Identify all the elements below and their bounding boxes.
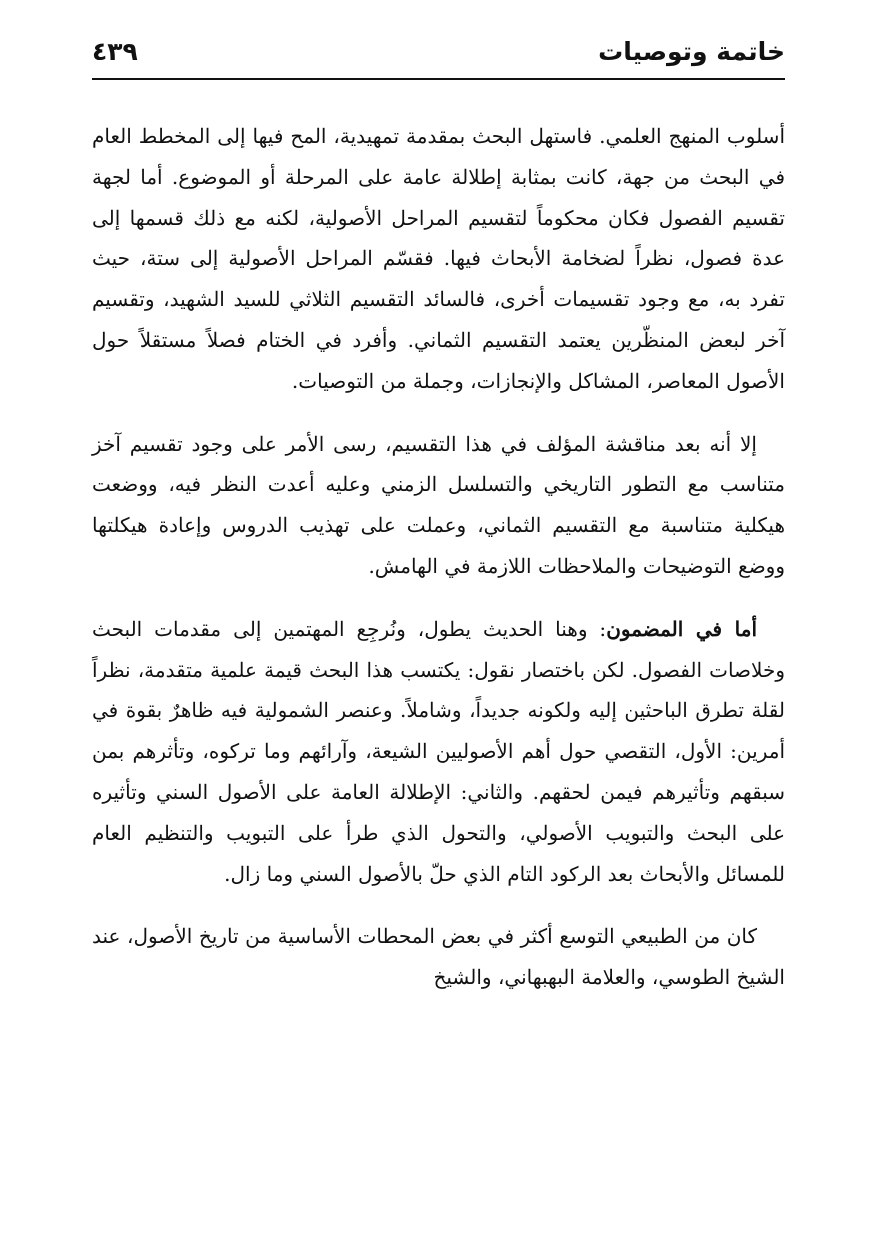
paragraph-4: [92, 916, 785, 998]
page-number: ٤٣٩: [92, 36, 138, 66]
body-text: [92, 116, 785, 1020]
chapter-title: خاتمة وتوصيات: [598, 36, 785, 66]
paragraph-3-lead: أما في المضمون: [606, 616, 757, 641]
paragraph-3: [92, 609, 785, 895]
paragraph-1-text: أسلوب المنهج العلمي. فاستهل البحث بمقدمة تمهيدية، المح فيها إلى المخطط العام في البحث من جهة، كانت بمثابة إطلالة عامة على المرحلة أو الموضوع. أما لجهة تقسيم الفصول فكان محكوماً لتقسيم المراحل الأصولية، لكنه مع ذلك قسمها إلى عدة فصول، نظراً لضخامة الأبحاث فيها. فقسّم المراحل الأصولية إلى ستة، حيث تفرد به، مع وجود تقسيمات أخرى، فالسائد التقسيم الثلاثي للسيد الشهيد، وتقسيم آخر لبعض المنظّرين يعتمد التقسيم الثماني. وأفرد في الختام فصلاً مستقلاً حول الأصول المعاصر، المشاكل والإنجازات، وجملة من التوصيات.: [92, 124, 786, 393]
paragraph-2: [92, 424, 785, 587]
paragraph-4-text: كان من الطبيعي التوسع أكثر في بعض المحطات الأساسية من تاريخ الأصول، عند الشيخ الطوسي، والعلامة البهبهاني، والشيخ: [92, 924, 785, 990]
paragraph-3-text: : وهنا الحديث يطول، ونُرجِع المهتمين إلى مقدمات البحث وخلاصات الفصول. لكن باختصار نقول: يكتسب هذا البحث قيمة علمية متقدمة، نظراً لقلة تطرق الباحثين إليه ولكونه جديداً، وشاملاً. وعنصر الشمولية فيه ظاهرٌ بقوة في أمرين: الأول، التقصي حول أهم الأصوليين الشيعة، وآرائهم وما تركوه، وتأثرهم بمن سبقهم وتأثيرهم فيمن لحقهم. والثاني: الإطلالة العامة على الأصول السني وتأثيره على البحث والتبويب الأصولي، والتحول الذي طرأ على التبويب والتنظيم العام للمسائل والأبحاث بعد الركود التام الذي حلّ بالأصول السني وما زال.: [92, 616, 786, 886]
paragraph-2-text: إلا أنه بعد مناقشة المؤلف في هذا التقسيم، رسى الأمر على وجود تقسيم آخز متناسب مع التطور التاريخي والتسلسل الزمني وعليه أعدت النظر فيه، ووضعت هيكلية متناسبة مع التقسيم الثماني، وعملت على تهذيب الدروس وإعادة هيكلتها ووضع التوضيحات والملاحظات اللازمة في الهامش.: [92, 431, 785, 578]
paragraph-1: [92, 116, 785, 402]
running-header: [92, 24, 785, 80]
